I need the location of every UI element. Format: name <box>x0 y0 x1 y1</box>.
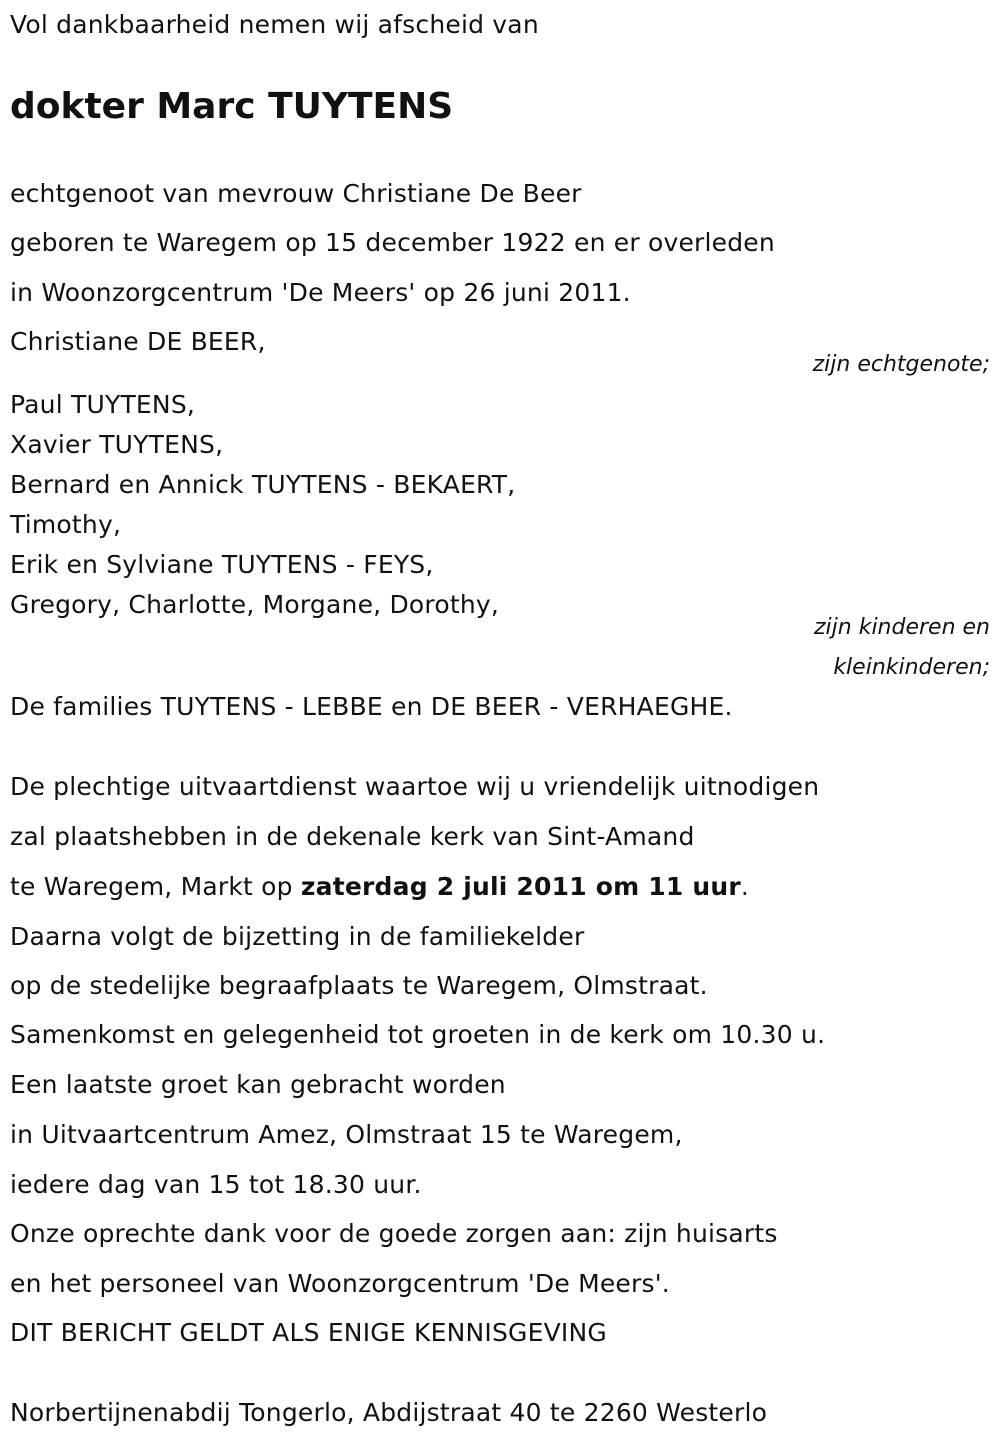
service-line: op de stedelijke begraafplaats te Waregem, Olmstraat. <box>10 971 708 1000</box>
service-line: Onze oprechte dank voor de goede zorgen aan: zijn huisarts <box>10 1219 778 1248</box>
child-name: Xavier TUYTENS, <box>10 430 224 459</box>
child-name: Timothy, <box>10 510 122 539</box>
detail-line: in Woonzorgcentrum 'De Meers' op 26 juni 2011. <box>10 278 631 307</box>
service-line: Een laatste groet kan gebracht worden <box>10 1070 506 1099</box>
spouse-relation: zijn echtgenote; <box>812 352 990 377</box>
detail-line: echtgenoot van mevrouw Christiane De Beer <box>10 179 582 208</box>
service-line: De plechtige uitvaartdienst waartoe wij u vriendelijk uitnodigen <box>10 772 820 801</box>
child-name: Erik en Sylviane TUYTENS - FEYS, <box>10 550 434 579</box>
child-name: Paul TUYTENS, <box>10 390 196 419</box>
intro-text: Vol dankbaarheid nemen wij afscheid van <box>10 10 539 39</box>
families-line: De families TUYTENS - LEBBE en DE BEER - VERHAEGHE. <box>10 692 733 721</box>
service-line: en het personeel van Woonzorgcentrum 'De Meers'. <box>10 1269 670 1298</box>
address-line: Norbertijnenabdij Tongerlo, Abdijstraat 40 te 2260 Westerlo <box>10 1398 768 1427</box>
child-name: Gregory, Charlotte, Morgane, Dorothy, <box>10 590 500 619</box>
spouse-name: Christiane DE BEER, <box>10 327 266 356</box>
service-date-prefix: te Waregem, Markt op <box>10 872 301 901</box>
deceased-name: dokter Marc TUYTENS <box>10 86 454 127</box>
detail-line: geboren te Waregem op 15 december 1922 en er overleden <box>10 228 775 257</box>
children-relation-line2: kleinkinderen; <box>833 655 990 680</box>
notice-line: DIT BERICHT GELDT ALS ENIGE KENNISGEVING <box>10 1318 607 1347</box>
service-line: Samenkomst en gelegenheid tot groeten in de kerk om 10.30 u. <box>10 1020 826 1049</box>
service-line: iedere dag van 15 tot 18.30 uur. <box>10 1170 422 1199</box>
service-line: in Uitvaartcentrum Amez, Olmstraat 15 te Waregem, <box>10 1120 683 1149</box>
service-date: zaterdag 2 juli 2011 om 11 uur <box>300 872 741 901</box>
child-name: Bernard en Annick TUYTENS - BEKAERT, <box>10 470 516 499</box>
service-line: zal plaatshebben in de dekenale kerk van Sint-Amand <box>10 822 695 851</box>
children-relation-line1: zijn kinderen en <box>814 615 990 640</box>
service-date-line <box>10 872 749 902</box>
service-date-suffix: . <box>740 872 750 901</box>
service-line: Daarna volgt de bijzetting in de familiekelder <box>10 922 585 951</box>
